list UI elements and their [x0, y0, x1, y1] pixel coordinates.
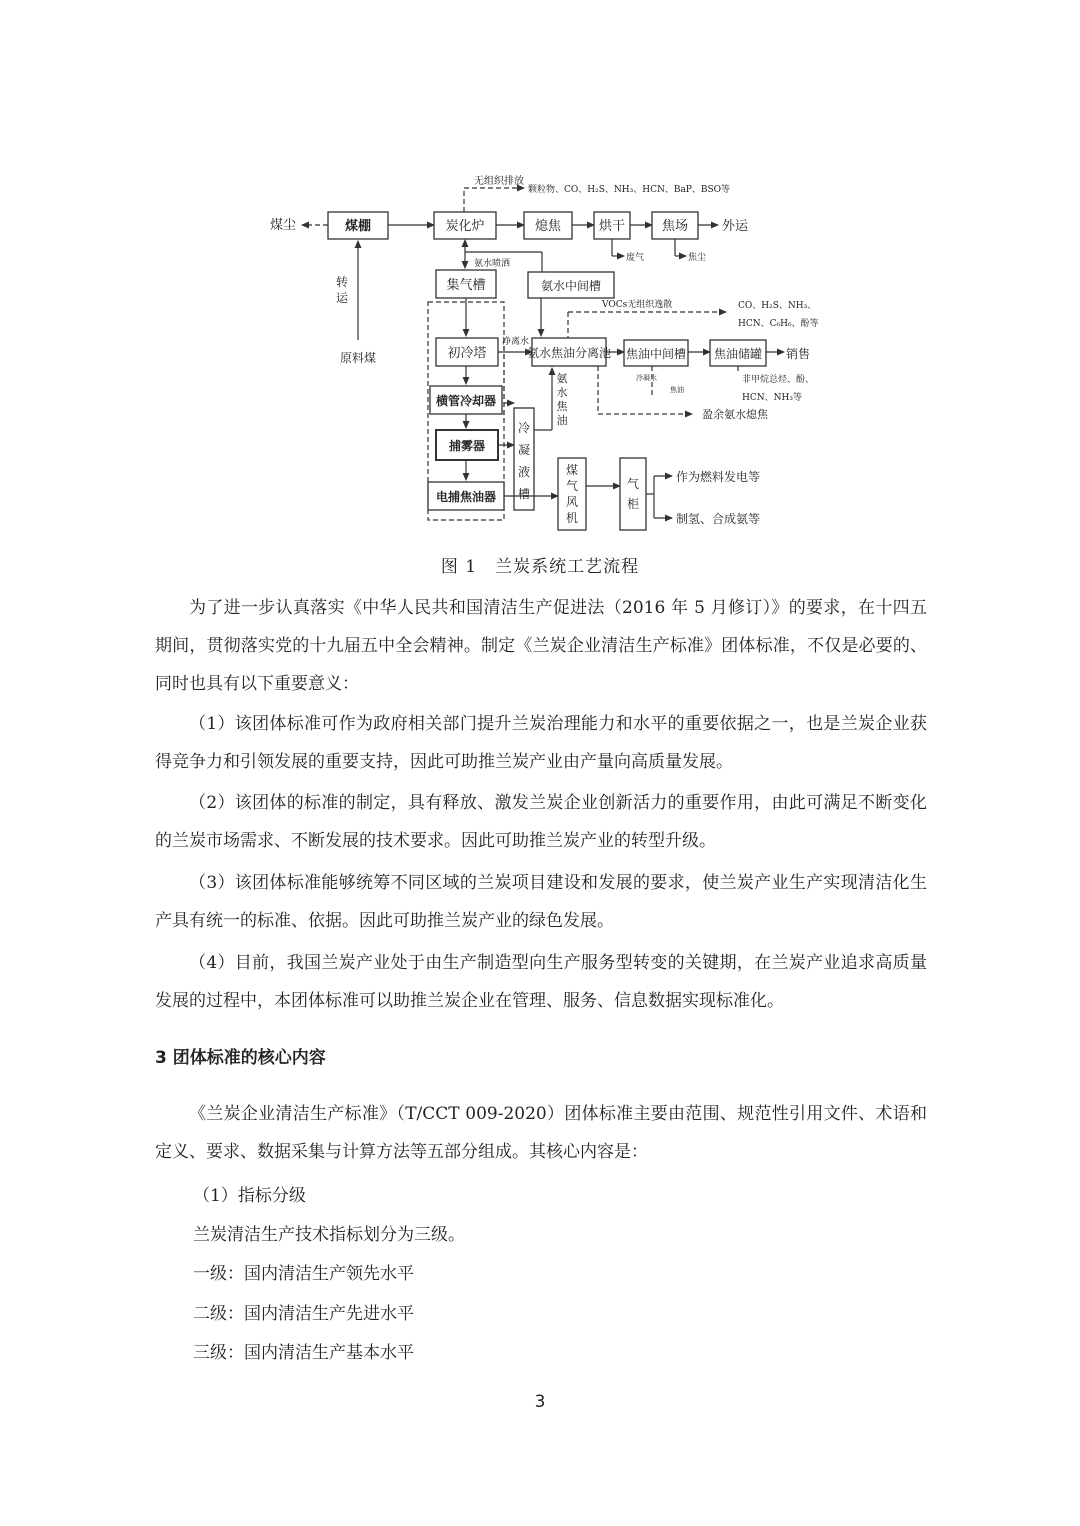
transfer-label-2: 运 — [335, 291, 349, 305]
ship-out-label: 外运 — [722, 219, 749, 234]
vocs-fugitive-label: VOCs无组织逸散 — [602, 300, 673, 310]
fugitive-emission-label: 无组织排放 — [474, 176, 524, 187]
electric-tar-precipitator-label: 电捕焦油器 — [435, 490, 497, 504]
surplus-ammonia-label: 盈余氨水熄焦 — [702, 408, 768, 421]
tar-storage-label: 焦油储罐 — [713, 347, 763, 361]
ammonia-tar-char-2: 水 — [556, 386, 568, 399]
paragraph-item-4: （4）目前，我国兰炭产业处于由生产制造型向生产服务型转变的关键期，在兰炭产业追求高质量发展的过程中，本团体标准可以助推兰炭企业在管理、服务、信息数据实现标准化。 — [155, 953, 927, 1011]
gas-blower-char-1: 煤 — [565, 463, 579, 477]
section-heading: 3 团体标准的核心内容 — [155, 1048, 326, 1068]
ammonia-tar-char-3: 焦 — [556, 400, 568, 413]
condensate-tank-char-3: 液 — [517, 465, 531, 479]
coke-yard-label: 焦场 — [661, 219, 689, 234]
primary-cooler-label: 初冷塔 — [447, 346, 487, 361]
page-number: 3 — [534, 1392, 546, 1412]
gas-holder-box — [620, 458, 646, 530]
carbonization-furnace-label: 炭化炉 — [445, 219, 485, 234]
paragraph-item-3: （3）该团体标准能够统筹不同区域的兰炭项目建设和发展的要求，使兰炭产业生产实现清洁化生产具有统一的标准、依据。因此可助推兰炭产业的绿色发展。 — [155, 873, 927, 931]
level-3-line: 三级：国内清洁生产基本水平 — [193, 1343, 414, 1363]
paragraph-item-1: （1）该团体标准可作为政府相关部门提升兰炭治理能力和水平的重要依据之一，也是兰炭企业获得竞争力和引领发展的重要支持，因此可助推兰炭产业由产量向高质量发展。 — [155, 714, 927, 772]
tar-small-label: 焦油 — [670, 386, 684, 394]
hydrogen-ammonia-label: 制氢、合成氨等 — [676, 512, 761, 526]
level-1-line: 一级：国内清洁生产领先水平 — [193, 1264, 414, 1284]
pollutants-top-label: 颗粒物、CO、H₂S、NH₃、HCN、BaP、BSO等 — [528, 185, 731, 195]
condensate-tank-char-4: 槽 — [517, 487, 531, 501]
tar-intermediate-tank-label: 焦油中间槽 — [625, 347, 687, 361]
gas-holder-char-1: 气 — [626, 477, 640, 491]
clear-water-label: 净离水 — [502, 337, 530, 347]
section-paragraph: 《兰炭企业清洁生产标准》（T/CCT 009-2020）团体标准主要由范围、规范性引用文件、术语和定义、要求、数据采集与计算方法等五部分组成。其核心内容是： — [155, 1104, 927, 1162]
coke-quench-label: 熄焦 — [534, 219, 562, 234]
classification-intro: 兰炭清洁生产技术指标划分为三级。 — [193, 1225, 465, 1245]
ammonia-tar-char-4: 油 — [556, 414, 568, 427]
ammonia-tar-separator-label: 氨水焦油分离池 — [526, 346, 612, 360]
condensate-tank-char-2: 凝 — [517, 443, 531, 457]
condensate-tank-char-1: 冷 — [517, 421, 531, 435]
coal-dust-left-label: 煤尘 — [270, 218, 297, 233]
ammonia-spray-label: 氨水喷洒 — [474, 259, 511, 269]
condensate-small-label: 冷凝水 — [636, 374, 657, 382]
gas-blower-char-3: 风 — [565, 495, 579, 509]
sales-label: 销售 — [786, 347, 811, 361]
waste-gas-label: 废气 — [626, 253, 645, 263]
gas-collector-label: 集气槽 — [446, 278, 486, 293]
figure-caption: 图 1 兰炭系统工艺流程 — [440, 557, 640, 577]
process-flow-svg — [262, 168, 819, 540]
pollutants-low-1-label: 非甲烷总烃、酚、 — [742, 375, 815, 385]
pollutants-mid-1-label: CO、H₂S、NH₃、 — [738, 301, 817, 311]
mist-catcher-label: 捕雾器 — [448, 439, 486, 453]
level-2-line: 二级：国内清洁生产先进水平 — [193, 1304, 414, 1324]
pollutants-low-2-label: HCN、NH₃等 — [742, 393, 802, 403]
coal-shed-label: 煤棚 — [344, 219, 372, 234]
ammonia-tar-char-1: 氨 — [556, 372, 568, 385]
fuel-power-label: 作为燃料发电等 — [676, 470, 761, 484]
gas-holder-char-2: 柜 — [626, 497, 640, 511]
paragraph-item-2: （2）该团体的标准的制定，具有释放、激发兰炭企业创新活力的重要作用，由此可满足不断变化的兰炭市场需求、不断发展的技术要求。因此可助推兰炭产业的转型升级。 — [155, 793, 927, 851]
item-index-classification: （1）指标分级 — [193, 1186, 306, 1206]
raw-coal-label: 原料煤 — [339, 351, 377, 365]
ammonia-intermediate-tank-label: 氨水中间槽 — [540, 279, 602, 293]
gas-blower-char-4: 机 — [565, 511, 579, 525]
dryer-label: 烘干 — [598, 219, 626, 234]
horizontal-cooler-label: 横管冷却器 — [435, 394, 497, 408]
coke-dust-label: 焦尘 — [688, 253, 707, 263]
pollutants-mid-2-label: HCN、C₆H₆、酚等 — [738, 319, 819, 329]
gas-blower-char-2: 气 — [565, 479, 579, 493]
process-flow-diagram — [262, 168, 819, 540]
transfer-label-1: 转 — [335, 275, 349, 289]
paragraph-intro: 为了进一步认真落实《中华人民共和国清洁生产促进法（2016 年 5 月修订）》的要求，在十四五期间，贯彻落实党的十九届五中全会精神。制定《兰炭企业清洁生产标准》团体标准，不仅是必要的、同时也具有以下重要意义： — [155, 598, 927, 694]
